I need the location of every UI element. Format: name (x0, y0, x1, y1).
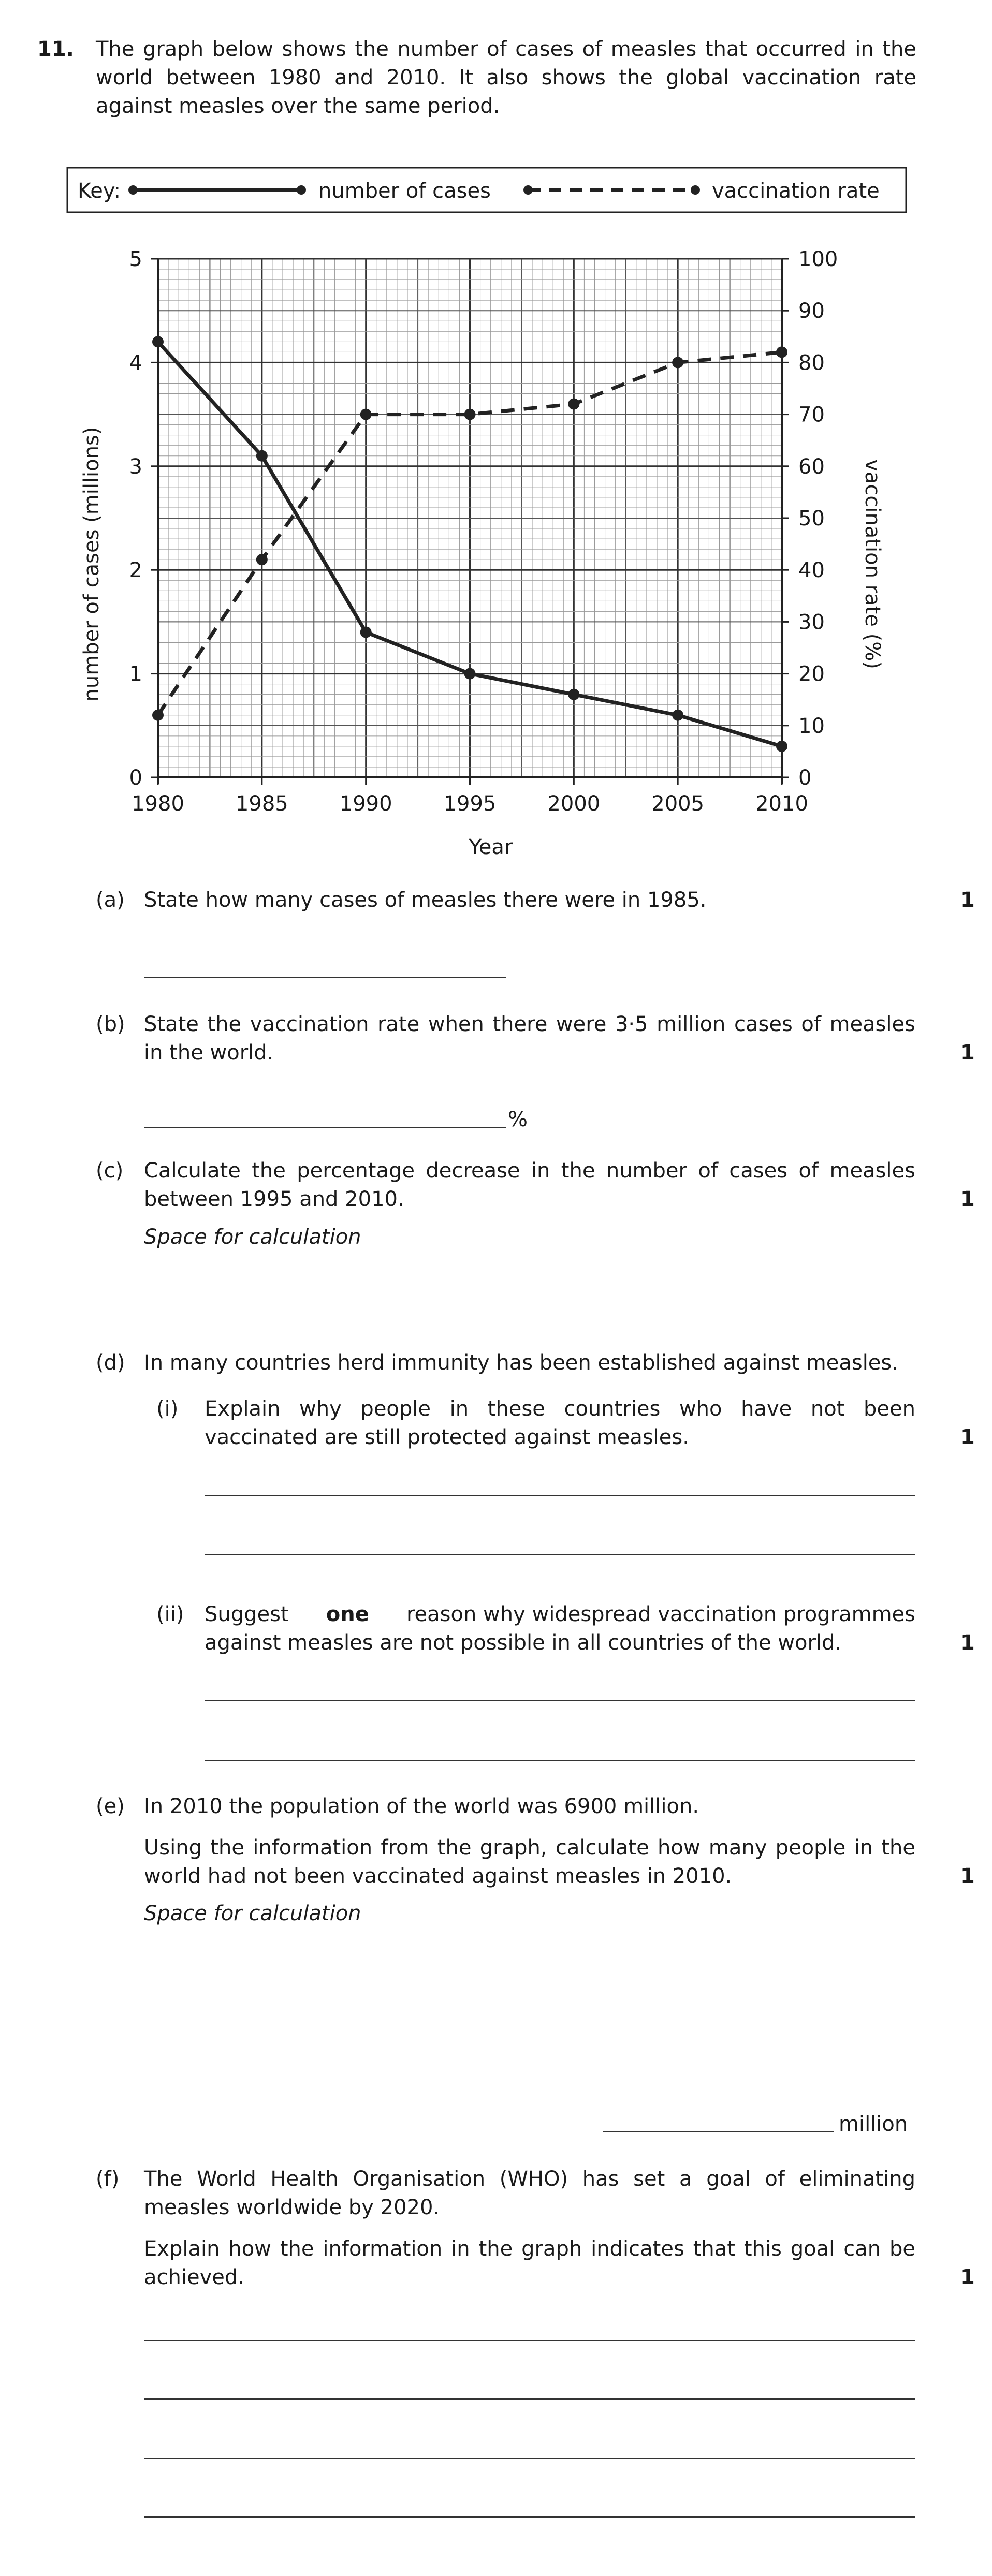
data-point-number-of-cases (568, 689, 579, 700)
y-right-tick-label: 80 (798, 351, 825, 375)
part-a-answer-line[interactable] (144, 977, 506, 978)
question-number: 11. (37, 37, 74, 61)
part-d-ii-pre: Suggest (205, 1602, 289, 1626)
data-point-vaccination-rate (152, 710, 164, 721)
part-e-space-label: Space for calculation (144, 1902, 361, 1925)
part-d-ii-answer-line-1[interactable] (205, 1700, 915, 1701)
data-point-vaccination-rate (256, 554, 268, 565)
part-d-i-mark: 1 (960, 1425, 975, 1449)
key-rate-label: vaccination rate (712, 179, 880, 203)
question-intro-line-3: against measles over the same period. (96, 94, 500, 118)
y-right-tick-label: 100 (798, 247, 838, 271)
part-b-line-2: in the world. (144, 1041, 274, 1065)
part-a-text: State how many cases of measles there were in 1985. (144, 888, 707, 912)
part-b-line-1: State the vaccination rate when there were 3·5 million cases of measles (144, 1012, 915, 1036)
y-left-tick-label: 3 (129, 454, 142, 479)
y-axis-left-title: number of cases (millions) (80, 426, 104, 702)
data-point-number-of-cases (152, 336, 164, 347)
part-d-ii-line-2: against measles are not possible in all countries of the world. (205, 1631, 842, 1655)
part-f-label: (f) (96, 2167, 120, 2191)
part-e-line-2: world had not been vaccinated against measles in 2010. (144, 1864, 732, 1888)
part-c-line-1: Calculate the percentage decrease in the number of cases of measles (144, 1159, 915, 1183)
question-intro-line-2: world between 1980 and 2010. It also shows the global vaccination rate (96, 66, 916, 90)
part-b-unit: % (508, 1108, 528, 1131)
part-d-ii-line-1 (205, 1600, 915, 1629)
key-rate-marker-right (691, 185, 700, 195)
part-f-line-3: Explain how the information in the graph indicates that this goal can be (144, 2237, 915, 2261)
x-axis-title: Year (469, 835, 513, 859)
y-right-tick-label: 30 (798, 610, 825, 635)
data-point-number-of-cases (672, 710, 683, 721)
data-point-vaccination-rate (776, 346, 787, 358)
key-rate-marker-left (523, 185, 533, 195)
y-axis-right-title: vaccination rate (%) (860, 459, 884, 669)
data-point-vaccination-rate (568, 399, 579, 410)
part-d-i-line-1: Explain why people in these countries who have not been (205, 1397, 915, 1421)
data-point-number-of-cases (256, 450, 268, 462)
data-point-number-of-cases (776, 741, 787, 752)
data-point-vaccination-rate (464, 409, 476, 420)
part-d-ii-answer-line-2[interactable] (205, 1760, 915, 1761)
part-d-text: In many countries herd immunity has been established against measles. (144, 1351, 898, 1375)
part-d-i-answer-line-1[interactable] (205, 1495, 915, 1496)
data-point-number-of-cases (464, 668, 476, 680)
part-f-answer-line-3[interactable] (144, 2458, 915, 2459)
part-b-mark: 1 (960, 1041, 975, 1065)
part-c-space-label: Space for calculation (144, 1225, 361, 1249)
measles-chart (0, 155, 992, 890)
part-a-mark: 1 (960, 888, 975, 912)
x-tick-label: 1985 (235, 792, 288, 816)
x-tick-label: 1990 (339, 792, 392, 816)
part-e-mark: 1 (960, 1864, 975, 1888)
chart-grid (158, 259, 782, 777)
part-e-label: (e) (96, 1794, 125, 1818)
y-right-tick-label: 20 (798, 662, 825, 686)
part-d-label: (d) (96, 1351, 125, 1375)
part-d-i-line-2: vaccinated are still protected against measles. (205, 1425, 689, 1449)
question-intro-line-1: The graph below shows the number of cases of measles that occurred in the (96, 37, 916, 61)
part-e-unit: million (839, 2112, 908, 2136)
part-e-answer-line[interactable] (603, 2131, 834, 2132)
part-f-answer-line-4[interactable] (144, 2516, 915, 2518)
part-a-label: (a) (96, 888, 125, 912)
part-f-answer-line-1[interactable] (144, 2340, 915, 2341)
chart-key-label: Key: (78, 179, 121, 203)
part-f-line-1: The World Health Organisation (WHO) has set a goal of eliminating (144, 2167, 915, 2191)
part-f-answer-line-2[interactable] (144, 2398, 915, 2400)
y-left-tick-label: 2 (129, 558, 142, 583)
y-right-tick-label: 90 (798, 299, 825, 323)
x-tick-label: 2010 (755, 792, 808, 816)
part-f-line-4: achieved. (144, 2265, 244, 2289)
y-right-tick-label: 10 (798, 714, 825, 738)
part-d-i-label: (i) (156, 1397, 179, 1421)
data-point-vaccination-rate (672, 357, 683, 368)
data-point-vaccination-rate (360, 409, 372, 420)
y-right-tick-label: 50 (798, 507, 825, 531)
part-e-line-1: Using the information from the graph, calculate how many people in the (144, 1836, 915, 1860)
y-right-tick-label: 70 (798, 403, 825, 427)
y-left-tick-label: 0 (129, 766, 142, 790)
part-c-mark: 1 (960, 1187, 975, 1211)
y-left-tick-label: 4 (129, 351, 142, 375)
key-cases-marker-right (297, 185, 306, 195)
y-left-tick-label: 1 (129, 662, 142, 686)
x-tick-label: 2005 (651, 792, 705, 816)
part-b-answer-line[interactable] (144, 1127, 506, 1128)
y-right-tick-label: 40 (798, 558, 825, 583)
x-tick-label: 1995 (443, 792, 497, 816)
y-left-tick-label: 5 (129, 247, 142, 271)
part-c-line-2: between 1995 and 2010. (144, 1187, 404, 1211)
part-d-i-answer-line-2[interactable] (205, 1554, 915, 1555)
x-tick-label: 1980 (132, 792, 184, 816)
part-d-ii-label: (ii) (156, 1602, 184, 1626)
x-tick-label: 2000 (547, 792, 601, 816)
part-e-text: In 2010 the population of the world was 6900 million. (144, 1794, 699, 1818)
part-d-ii-mark: 1 (960, 1631, 975, 1655)
part-f-mark: 1 (960, 2265, 975, 2289)
key-cases-label: number of cases (318, 179, 491, 203)
part-b-label: (b) (96, 1012, 125, 1036)
y-right-tick-label: 60 (798, 454, 825, 479)
y-right-tick-label: 0 (798, 766, 812, 790)
key-cases-marker-left (128, 185, 138, 195)
part-f-line-2: measles worldwide by 2020. (144, 2196, 440, 2219)
part-c-label: (c) (96, 1159, 124, 1183)
part-d-ii-bold: one (326, 1602, 369, 1626)
data-point-number-of-cases (360, 626, 372, 638)
part-d-ii-post: reason why widespread vaccination programmes (406, 1602, 915, 1626)
